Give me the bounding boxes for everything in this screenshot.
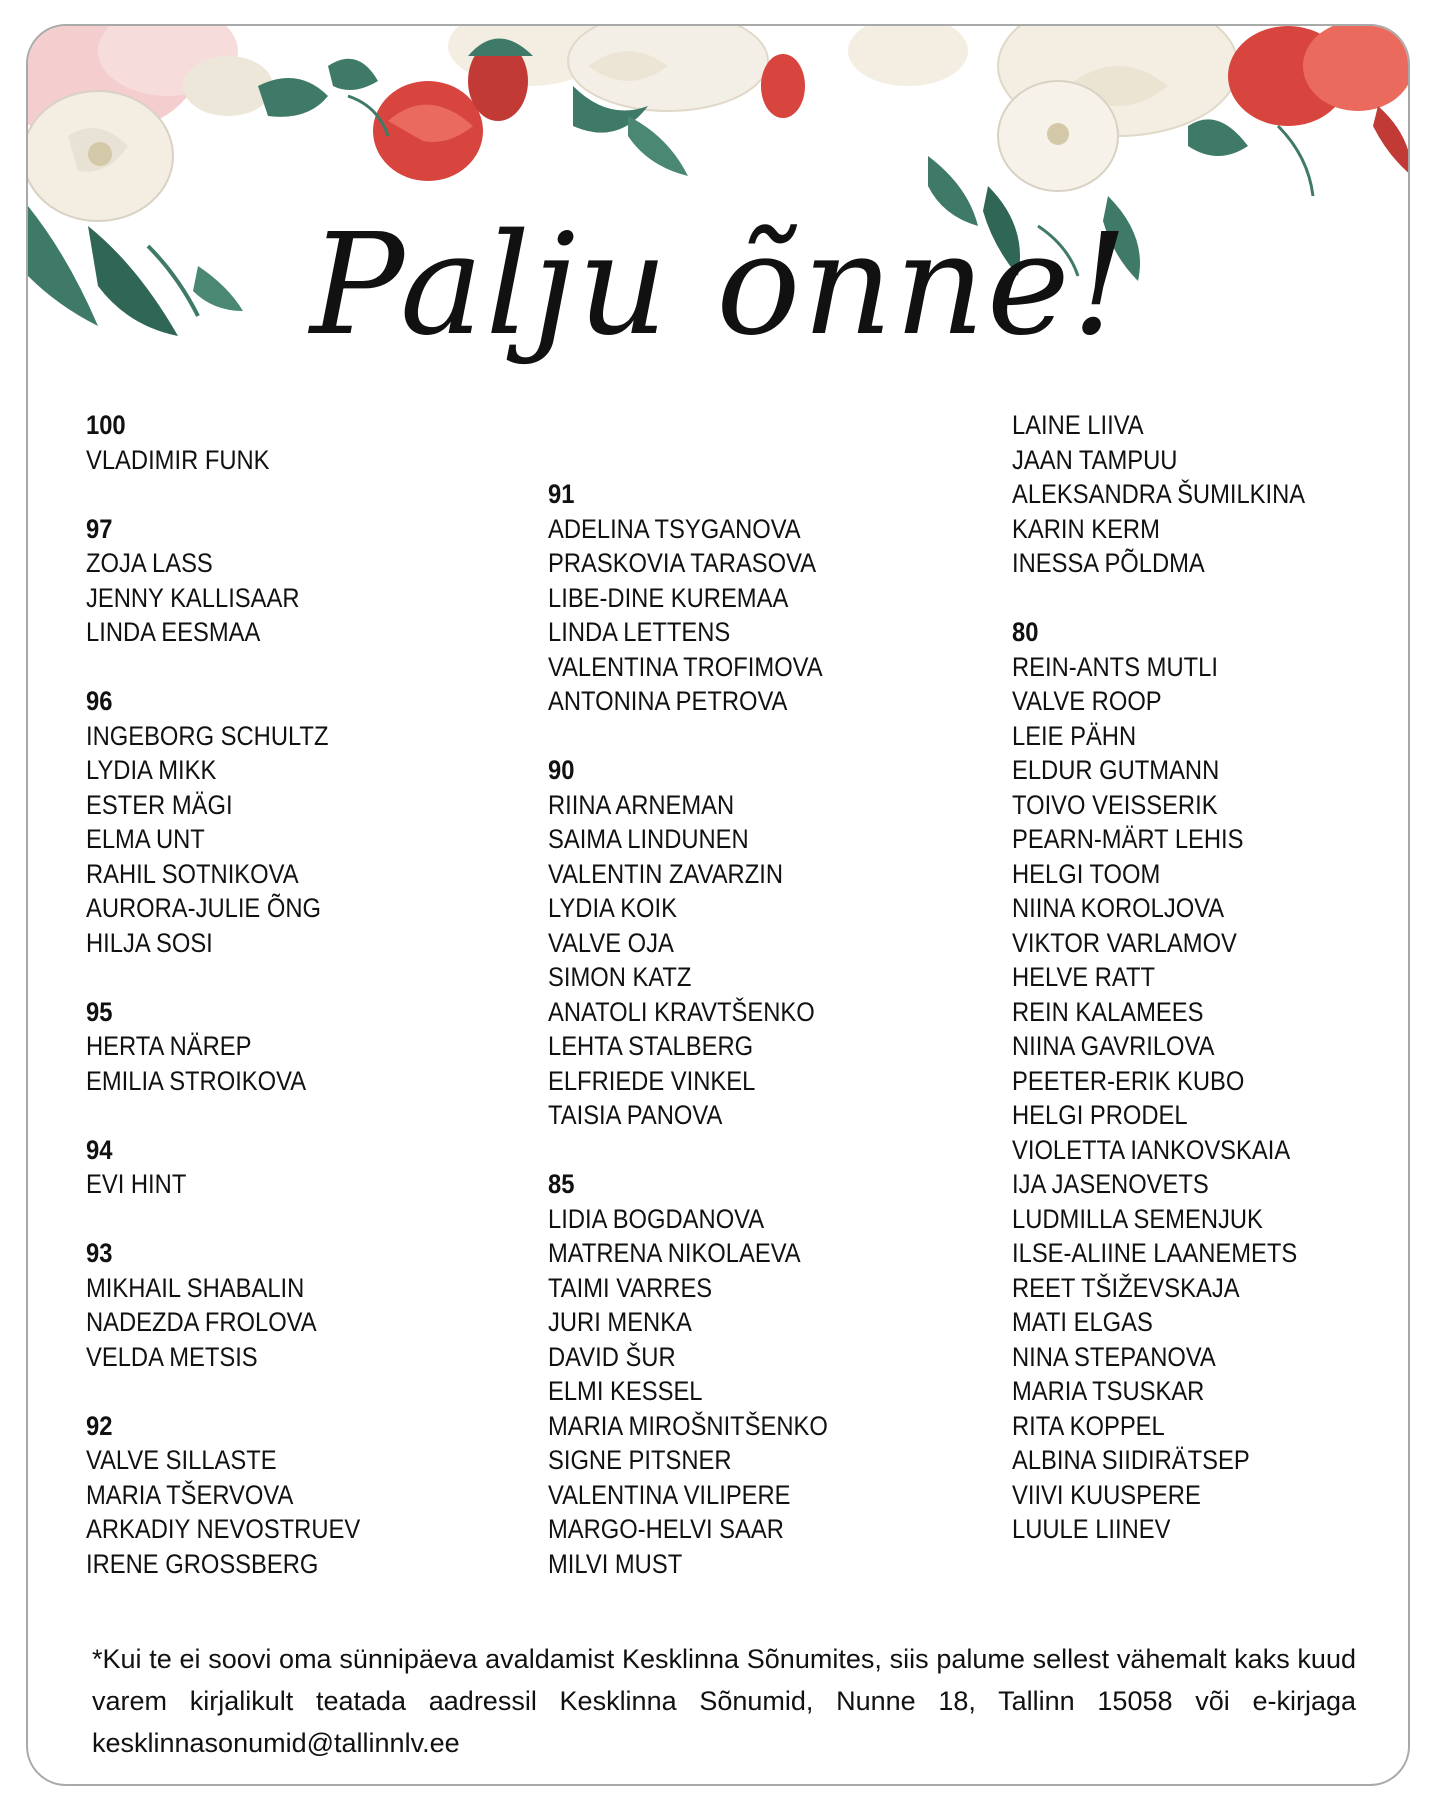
person-name: EVI HINT	[86, 1169, 187, 1199]
person-name: REET TŠIŽEVSKAJA	[1012, 1272, 1240, 1303]
person-name: VALVE SILLASTE	[86, 1445, 277, 1475]
person-name: MATI ELGAS	[1012, 1307, 1153, 1337]
person-name: MARGO-HELVI SAAR	[548, 1514, 784, 1544]
age-heading: 85	[548, 1169, 575, 1199]
person-name: INGEBORG SCHULTZ	[86, 720, 329, 751]
person-name: REIN KALAMEES	[1012, 996, 1204, 1027]
age-heading: 94	[86, 1134, 113, 1165]
age-heading: 90	[548, 755, 575, 785]
age-heading: 80	[1012, 617, 1039, 647]
person-name: ANTONINA PETROVA	[548, 686, 788, 716]
person-name: VALVE OJA	[548, 927, 674, 958]
person-name: VELDA METSIS	[86, 1341, 258, 1372]
age-group	[86, 1133, 526, 1202]
person-name: LINDA LETTENS	[548, 617, 731, 647]
person-name: MARIA TŠERVOVA	[86, 1479, 294, 1510]
age-group	[86, 408, 526, 477]
person-name: HELGI PRODEL	[1012, 1100, 1188, 1130]
birthday-column-2	[548, 477, 988, 1616]
person-name: LIDIA BOGDANOVA	[548, 1203, 765, 1234]
person-name: REIN-ANTS MUTLI	[1012, 651, 1218, 682]
person-name: ESTER MÄGI	[86, 789, 233, 820]
age-group	[86, 512, 526, 650]
person-name: MARIA TSUSKAR	[1012, 1376, 1205, 1406]
person-name: ANATOLI KRAVTŠENKO	[548, 996, 815, 1027]
person-name: SIGNE PITSNER	[548, 1445, 732, 1475]
age-group	[548, 477, 988, 719]
person-name: AURORA-JULIE ÕNG	[86, 893, 322, 923]
age-group	[86, 1236, 526, 1374]
person-name: RIINA ARNEMAN	[548, 789, 735, 820]
person-name: ELMA UNT	[86, 824, 205, 854]
person-name: MARIA MIROŠNITŠENKO	[548, 1410, 828, 1441]
person-name: VALENTIN ZAVARZIN	[548, 858, 784, 889]
person-name: HELGI TOOM	[1012, 858, 1161, 889]
age-heading: 92	[86, 1410, 113, 1441]
person-name: NINA STEPANOVA	[1012, 1341, 1216, 1372]
person-name: MIKHAIL SHABALIN	[86, 1272, 305, 1303]
person-name: NIINA KOROLJOVA	[1012, 893, 1225, 923]
age-heading: 93	[86, 1238, 113, 1268]
age-group	[86, 684, 526, 960]
person-name: VALENTINA VILIPERE	[548, 1479, 791, 1510]
person-name: MATRENA NIKOLAEVA	[548, 1238, 801, 1268]
person-name: SIMON KATZ	[548, 962, 692, 992]
person-name: ADELINA TSYGANOVA	[548, 513, 801, 544]
person-name: PEETER-ERIK KUBO	[1012, 1065, 1245, 1096]
person-name: EMILIA STROIKOVA	[86, 1065, 307, 1096]
person-name: LUDMILLA SEMENJUK	[1012, 1203, 1263, 1234]
greeting-title: Palju õnne!	[310, 204, 1130, 367]
age-group	[86, 995, 526, 1099]
person-name: PRASKOVIA TARASOVA	[548, 548, 817, 578]
person-name: KARIN KERM	[1012, 513, 1160, 544]
age-group	[548, 1167, 988, 1581]
person-name: VLADIMIR FUNK	[86, 444, 270, 475]
person-name: MILVI MUST	[548, 1548, 683, 1579]
person-name: TAIMI VARRES	[548, 1272, 713, 1303]
birthday-column-1	[86, 408, 526, 1616]
birthday-column-3	[1012, 408, 1410, 1581]
person-name: LEIE PÄHN	[1012, 720, 1137, 751]
person-name: ELMI KESSEL	[548, 1376, 703, 1406]
person-name: HELVE RATT	[1012, 962, 1156, 992]
age-heading: 95	[86, 996, 113, 1027]
person-name: VIOLETTA IANKOVSKAIA	[1012, 1134, 1291, 1165]
age-group	[86, 1409, 526, 1582]
person-name: LUULE LIINEV	[1012, 1514, 1171, 1544]
person-name: ELDUR GUTMANN	[1012, 755, 1220, 785]
person-name: VIIVI KUUSPERE	[1012, 1479, 1201, 1510]
person-name: RITA KOPPEL	[1012, 1410, 1165, 1441]
person-name: ZOJA LASS	[86, 548, 213, 578]
person-name: LYDIA MIKK	[86, 755, 217, 785]
person-name: LIBE-DINE KUREMAA	[548, 582, 789, 613]
age-heading: 91	[548, 479, 575, 509]
age-heading: 97	[86, 513, 113, 544]
person-name: RAHIL SOTNIKOVA	[86, 858, 299, 889]
person-name: ARKADIY NEVOSTRUEV	[86, 1514, 361, 1544]
person-name: JAAN TAMPUU	[1012, 444, 1178, 475]
person-name: ILSE-ALIINE LAANEMETS	[1012, 1238, 1298, 1268]
person-name: HERTA NÄREP	[86, 1031, 252, 1061]
person-name: PEARN-MÄRT LEHIS	[1012, 824, 1244, 854]
person-name: IJA JASENOVETS	[1012, 1169, 1209, 1199]
person-name: ALBINA SIIDIRÄTSEP	[1012, 1445, 1250, 1475]
person-name: JURI MENKA	[548, 1307, 692, 1337]
person-name: SAIMA LINDUNEN	[548, 824, 749, 854]
age-group	[1012, 408, 1410, 581]
person-name: TAISIA PANOVA	[548, 1100, 723, 1130]
footnote-text: *Kui te ei soovi oma sünnipäeva avaldamist Kesklinna Sõnumites, siis palume sellest vähemalt kaks kuud varem kirjalikult teatada aadressil Kesklinna Sõnumid, Nunne 18, Tallinn 15058 või e-kirjaga kesklinnasonumid@tallinnlv.ee	[92, 1644, 1356, 1758]
person-name: NIINA GAVRILOVA	[1012, 1031, 1215, 1061]
person-name: LAINE LIIVA	[1012, 410, 1144, 440]
person-name: LYDIA KOIK	[548, 893, 677, 923]
age-group	[548, 753, 988, 1133]
person-name: VIKTOR VARLAMOV	[1012, 927, 1237, 958]
person-name: VALVE ROOP	[1012, 686, 1162, 716]
person-name: DAVID ŠUR	[548, 1341, 676, 1372]
age-heading: 96	[86, 686, 113, 716]
person-name: ELFRIEDE VINKEL	[548, 1065, 756, 1096]
person-name: VALENTINA TROFIMOVA	[548, 651, 823, 682]
person-name: ALEKSANDRA ŠUMILKINA	[1012, 479, 1306, 509]
person-name: LINDA EESMAA	[86, 617, 261, 647]
person-name: HILJA SOSI	[86, 927, 213, 958]
person-name: INESSA PÕLDMA	[1012, 548, 1205, 578]
person-name: IRENE GROSSBERG	[86, 1548, 319, 1579]
greeting-card	[26, 24, 1410, 1786]
age-heading: 100	[86, 410, 126, 440]
person-name: TOIVO VEISSERIK	[1012, 789, 1218, 820]
person-name: JENNY KALLISAAR	[86, 582, 300, 613]
person-name: NADEZDA FROLOVA	[86, 1307, 317, 1337]
person-name: LEHTA STALBERG	[548, 1031, 754, 1061]
age-group	[1012, 615, 1410, 1547]
